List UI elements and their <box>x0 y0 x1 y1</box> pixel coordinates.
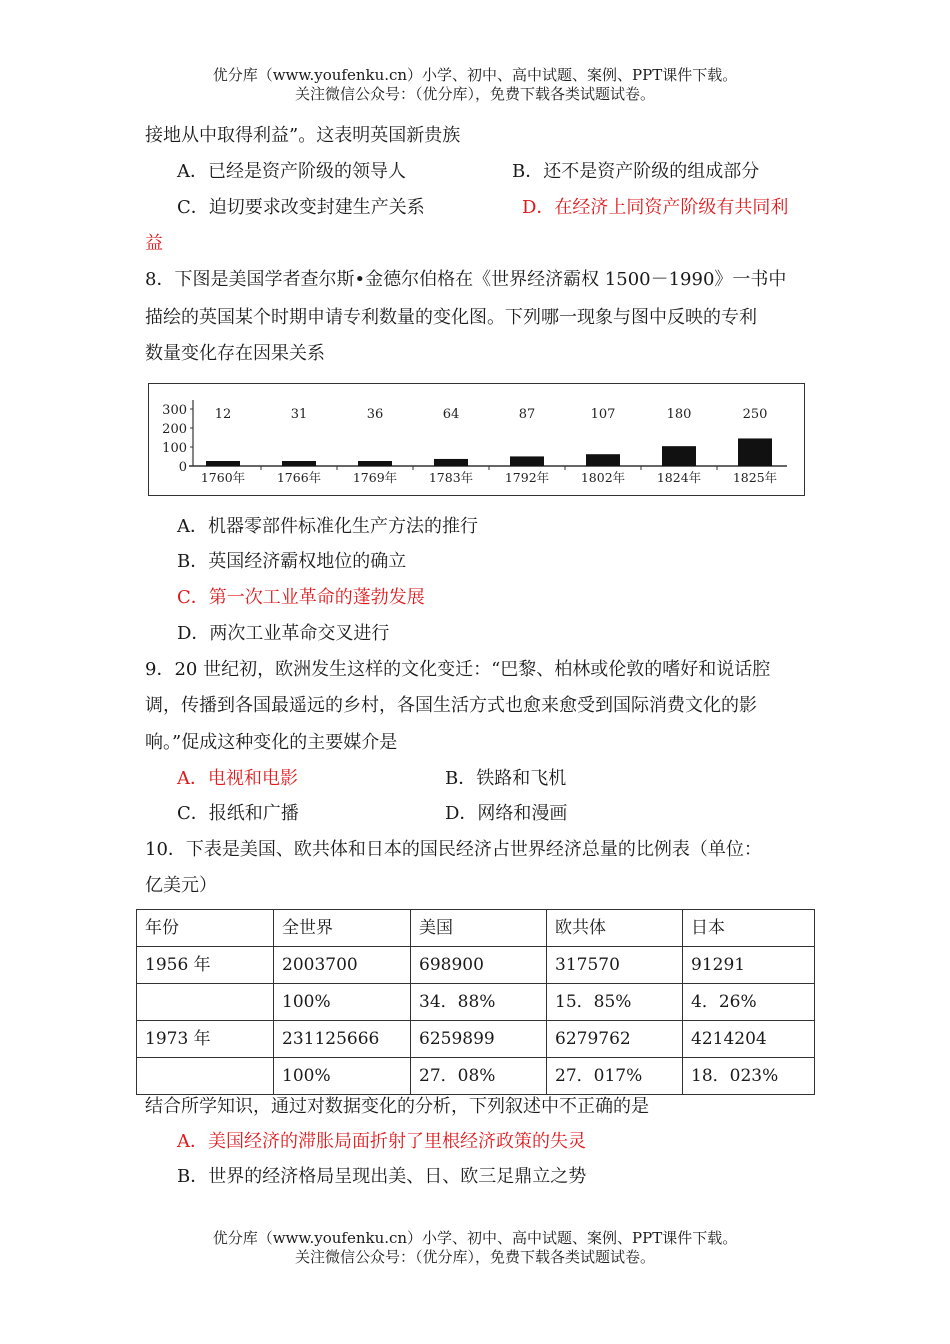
table-header-cell: 年份 <box>137 910 274 947</box>
q7-option-a: A．已经是资产阶级的领导人 <box>177 161 406 182</box>
bar-value-label: 250 <box>742 407 768 422</box>
bar-value-label: 12 <box>214 407 232 422</box>
table-cell: 2003700 <box>274 947 411 984</box>
table-row <box>137 984 815 1021</box>
table-cell: 100% <box>274 1058 411 1095</box>
table-row <box>137 947 815 984</box>
y-tick-label: 100 <box>162 441 187 456</box>
q10-prompt: 结合所学知识，通过对数据变化的分析，下列叙述中不正确的是 <box>145 1096 649 1117</box>
x-category-label: 1769年 <box>352 470 398 485</box>
table-cell: 6279762 <box>547 1021 683 1058</box>
bar <box>434 459 468 466</box>
q9-option-c: C．报纸和广播 <box>177 803 299 824</box>
x-category-label: 1783年 <box>428 470 474 485</box>
table-cell: 698900 <box>411 947 547 984</box>
bar <box>662 446 696 466</box>
table-row <box>137 1058 815 1095</box>
q10-option-a-answer: A．美国经济的滞胀局面折射了里根经济政策的失灵 <box>177 1131 586 1152</box>
table-cell: 91291 <box>683 947 815 984</box>
table-header-row <box>137 910 815 947</box>
q9-option-d: D．网络和漫画 <box>445 803 568 824</box>
bar <box>586 454 620 466</box>
q8-option-c-answer: C．第一次工业革命的蓬勃发展 <box>177 587 425 608</box>
header-line-2: 关注微信公众号：（优分库），免费下载各类试题试卷。 <box>294 85 655 103</box>
table-cell: 27．08% <box>411 1058 547 1095</box>
table-cell: 317570 <box>547 947 683 984</box>
q7-option-d-answer: D．在经济上同资产阶级有共同利 <box>522 197 789 218</box>
x-category-label: 1824年 <box>656 470 702 485</box>
q8-option-d: D．两次工业革命交叉进行 <box>177 623 390 644</box>
bar-value-label: 87 <box>518 407 536 422</box>
economy-share-table <box>136 909 815 1095</box>
table-cell: 15．85% <box>547 984 683 1021</box>
q9-stem-line-2: 调，传播到各国最遥远的乡村，各国生活方式也愈来愈受到国际消费文化的影 <box>145 695 757 716</box>
table-cell: 1956 年 <box>137 947 274 984</box>
table-cell: 1973 年 <box>137 1021 274 1058</box>
x-category-label: 1766年 <box>276 470 322 485</box>
q8-option-a: A．机器零部件标准化生产方法的推行 <box>177 516 478 537</box>
bar <box>738 438 772 466</box>
table-header-cell: 欧共体 <box>547 910 683 947</box>
table-cell: 27．017% <box>547 1058 683 1095</box>
bar-value-label: 180 <box>666 407 692 422</box>
footer-line-1: 优分库（www.youfenku.cn）小学、初中、高中试题、案例、PPT课件下载。 <box>212 1229 738 1247</box>
bar-value-label: 107 <box>590 407 616 422</box>
q9-option-b: B．铁路和飞机 <box>445 768 567 789</box>
bar-value-label: 36 <box>366 407 384 422</box>
table-header-cell: 日本 <box>683 910 815 947</box>
y-tick-label: 300 <box>162 403 187 418</box>
q10-stem-line-2: 亿美元） <box>145 875 217 896</box>
table-cell <box>137 1058 274 1095</box>
q9-option-a-answer: A．电视和电影 <box>177 768 298 789</box>
table-cell: 100% <box>274 984 411 1021</box>
footer-line-2: 关注微信公众号：（优分库），免费下载各类试题试卷。 <box>294 1248 655 1266</box>
bar <box>282 461 316 466</box>
q10-option-b: B．世界的经济格局呈现出美、日、欧三足鼎立之势 <box>177 1166 587 1187</box>
header-line-1: 优分库（www.youfenku.cn）小学、初中、高中试题、案例、PPT课件下载。 <box>212 66 738 84</box>
bar <box>358 461 392 466</box>
q8-stem-line-2: 描绘的英国某个时期申请专利数量的变化图。下列哪一现象与图中反映的专利 <box>145 307 757 328</box>
table-header-cell: 全世界 <box>274 910 411 947</box>
bar <box>510 456 544 466</box>
y-tick-label: 200 <box>162 422 187 437</box>
table-row <box>137 1021 815 1058</box>
table-cell: 4214204 <box>683 1021 815 1058</box>
table-cell: 6259899 <box>411 1021 547 1058</box>
table-cell: 34．88% <box>411 984 547 1021</box>
q7-tail: 接地从中取得利益”。这表明英国新贵族 <box>145 125 461 146</box>
x-category-label: 1825年 <box>732 470 778 485</box>
q9-stem-line-3: 响。”促成这种变化的主要媒介是 <box>145 732 398 753</box>
q8-stem-line-1: 8．下图是美国学者查尔斯•金德尔伯格在《世界经济霸权 1500－1990》一书中 <box>145 269 787 290</box>
q7-option-c: C．迫切要求改变封建生产关系 <box>177 197 425 218</box>
patent-chart-svg <box>149 384 804 495</box>
x-category-label: 1760年 <box>200 470 246 485</box>
q7-option-d-answer-cont: 益 <box>145 233 163 254</box>
q8-option-b: B．英国经济霸权地位的确立 <box>177 551 407 572</box>
q10-stem-line-1: 10．下表是美国、欧共体和日本的国民经济占世界经济总量的比例表（单位： <box>145 839 762 860</box>
table-cell <box>137 984 274 1021</box>
table-header-cell: 美国 <box>411 910 547 947</box>
x-category-label: 1802年 <box>580 470 626 485</box>
table-cell: 231125666 <box>274 1021 411 1058</box>
q7-option-b: B．还不是资产阶级的组成部分 <box>512 161 760 182</box>
q9-stem-line-1: 9．20 世纪初，欧洲发生这样的文化变迁：“巴黎、柏林或伦敦的嗜好和说话腔 <box>145 659 771 680</box>
y-tick-label: 0 <box>178 460 187 475</box>
table-cell: 18．023% <box>683 1058 815 1095</box>
q8-stem-line-3: 数量变化存在因果关系 <box>145 343 325 364</box>
table-cell: 4．26% <box>683 984 815 1021</box>
bar-value-label: 64 <box>442 407 460 422</box>
patent-chart <box>148 383 805 496</box>
x-category-label: 1792年 <box>504 470 550 485</box>
bar <box>206 461 240 466</box>
bar-value-label: 31 <box>290 407 308 422</box>
